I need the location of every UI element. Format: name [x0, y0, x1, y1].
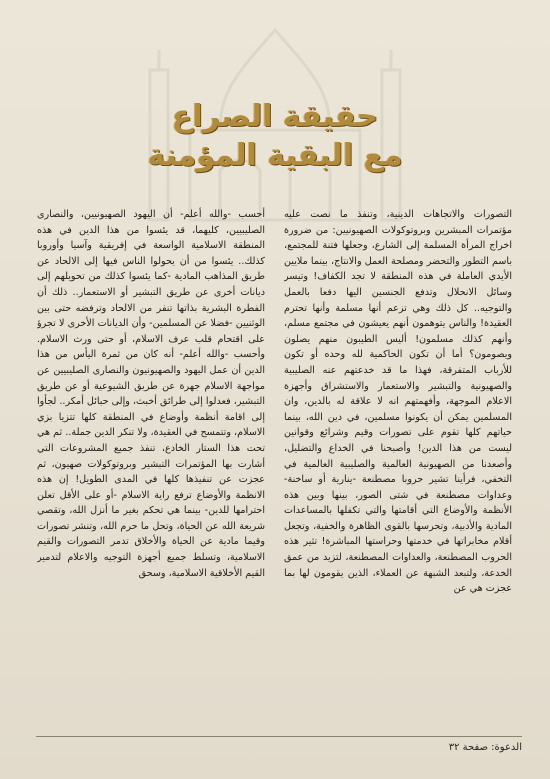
text-column-left — [284, 207, 512, 729]
article-title-line-2: مع البقية المؤمنة — [147, 138, 403, 173]
text-column-right — [37, 207, 265, 729]
column-left-text: التصورات والاتجاهات الدينية، وتنفذ ما نصت عليه مؤتمرات المبشرين وبروتوكولات الصهيونيين: من ضرورة اخراج المرأة المسلمة إلى الشارع، وجعلها فتنة للمجتمع، باسم التطور والتحضر ومصلحة العمل والانتاج، بينما ملايين الأيدي العاملة في هذه المنطقة لا تجد الكفاف! وتيسر وسائل الانحلال وتدفع الجنسين اليها دفعا بالعمل والتوجيه.. كل ذلك وهي تزعم أنها مسلمة وأنها تحترم العقيدة! والناس يتوهمون أنهم يعيشون في مجتمع مسلم، وأنهم كذلك مسلمون! أليس الطيبون منهم يصلون ويصومون؟ أما أن تكون الحاكمية لله وحده أو تكون للأرباب المتفرقة، فهذا ما قد خدعتهم عنه الصليبية والصهيونية والتبشير والاستعمار والاستشراق وأجهزة الاعلام الموجهة، وأفهمتهم انه لا علاقة له بالدين، وان المسلمين يمكن أن يكونوا مسلمين، في دين الله، بينما حياتهم كلها تقوم على تصورات وقيم وشرائع وقوانين ليست من هذا الدين! وأصبحنا في الخداع والتضليل، وأصعدنا من الصهيونية العالمية والصليبية العالمية في التخفي، فرأينا تشير حروبا مصطنعة -ينارية أو ساخنة- وعداوات مصطنعة في شتى الصور، بينها وبين هذه الأنظمة والأوضاع التي أقامتها والتي تكفلها بالمساعدات المادية والأدبية، وتحرسها بالقوى الظاهرة والخفية، وتجعل أقلام مخابراتها في خدمتها وحراستها المباشرة! تثير هذه الحروب المصطنعة، والعداوات المصطنعة، لتزيد من عمق الخدعة، ولتبعد الشبهة عن العملاء، الذين يقومون لها بما عجزت هي عن — [284, 209, 512, 595]
article-body — [37, 207, 512, 729]
footer-rule — [36, 736, 522, 737]
column-right-text: أحسب -والله أعلم- أن اليهود الصهيونيين، والنصارى الصليبيين، كليهما، قد يئسوا من هذا الدين في هذه المنطقة الاسلامية الواسعة في إفريقية وآسيا وأوروبا كذلك.. يئسوا من أن يحولوا الناس فيها إلى الالحاد عن طريق المذاهب المادية -كما يئسوا كذلك من تحويلهم إلى ديانات أخرى عن طريق التبشير أو الاستعمار.. ذلك أن الفطرة البشرية بذاتها تنفر من الالحاد وترفضه حتى بين الوثنيين -فضلا عن المسلمين- وأن الديانات الأخرى لا تجرؤ على اقتحام قلب عرف الاسلام، أو حتى ورث الاسلام. وأحسب -والله أعلم- أنه كان من ثمرة اليأس من هذا الدين أن عمل اليهود والصهيونيون والنصارى الصليبيين عن مواجهة الاسلام جهرة عن طريق الشيوعية أو عن طريق التبشير، فعدلوا إلى طرائق أخبث، وإلى حبائل أمكر.. لجأوا إلى اقامة أنظمة وأوضاع في المنطقة كلها تتزيا بزي الاسلام، وتتمسح في العقيدة، ولا تنكر الدين جملة.. ثم هي تحت هذا الستار الخادع، تنفذ جميع المشروعات التي أشارت بها المؤتمرات التبشير وبروتوكولات صهيون، ثم عجزت عن تنفيذها كلها في المدى الطويل! إن هذه الانظمة والأوضاع ترفع راية الاسلام -أو على الأقل تعلن احترامها للدين- بينما هي تحكم بغير ما أنزل الله، وتقصي شريعة الله عن الحياة، وتحل ما حرم الله، وتنشر تصورات وقيما مادية عن الحياة والأخلاق تدمر التصورات والقيم الاسلامية، وتسلط جميع أجهزة التوجيه والاعلام لتدمير القيم الأخلاقية الاسلامية، وسحق — [37, 209, 265, 579]
article-title-line-1: حقيقة الصراع — [171, 99, 379, 134]
article-title — [100, 98, 450, 176]
page-footer — [36, 742, 522, 758]
footer-page-label: الدعوة: صفحة ٣٢ — [448, 742, 522, 753]
